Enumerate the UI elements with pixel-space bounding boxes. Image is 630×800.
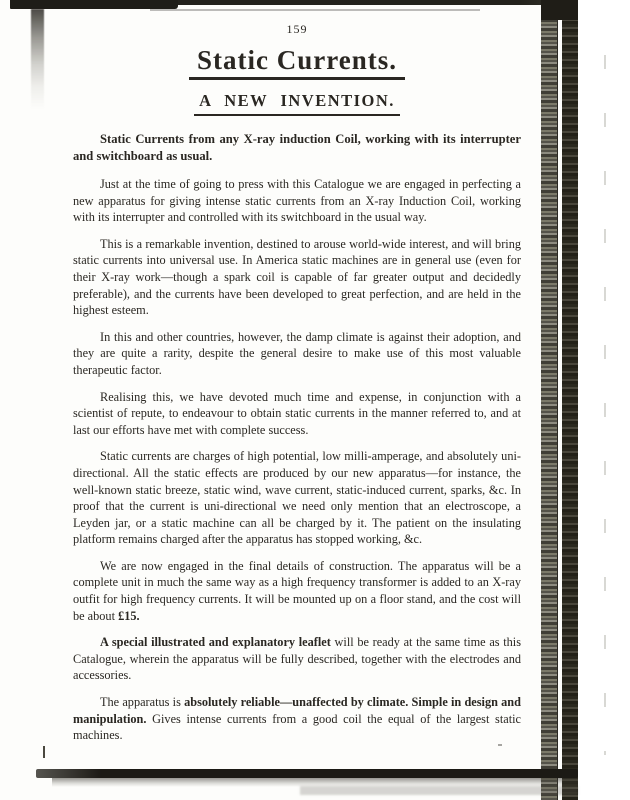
scan-page-edge-corner [541, 0, 578, 20]
scan-top-edge-thick-segment [10, 0, 178, 9]
scan-bottom-edge-smear [300, 786, 578, 795]
document-title: Static Currents. [73, 45, 521, 80]
paragraph-6: We are now engaged in the final details of construction. The apparatus will be a complete unit in much the same way as a high frequency transformer is added to an X-ray outfit for high frequency currents. It will be mounted up on a floor stand, and the cost will be about £15. [73, 558, 521, 623]
scan-bottom-edge-line [36, 769, 578, 778]
paragraph-3: In this and other countries, however, the damp climate is against their adoption, and they are quite a rarity, despite the general desire to make use of this most valuable therapeutic factor. [73, 329, 521, 377]
paragraph-lead: Static Currents from any X-ray induction Coil, working with its interrupter and switchboard as usual. [73, 132, 521, 163]
scan-page-edge-band-inner [562, 0, 578, 800]
document-subtitle: A NEW INVENTION. [73, 91, 521, 116]
paragraph-4: Realising this, we have devoted much time and expense, in conjunction with a scientist of repute, to endeavour to obtain static currents in the manner referred to, and at last our efforts have met with complete success. [73, 389, 521, 437]
paragraph-8: The apparatus is absolutely reliable—unaffected by climate. Simple in design and manipulation. Gives intense currents from a good coil the equal of the largest static machines. [73, 695, 521, 743]
page-content [73, 22, 521, 754]
scan-page-edge-band-outer [541, 6, 558, 800]
paragraph-5: Static currents are charges of high potential, low milli-amperage, and absolutely uni-directional. All the static effects are produced by our new apparatus—for instance, the well-known static breeze, static wind, wave current, static-induced current, sparks, &c. In proof that the current is uni-directional we need only mention that an electroscope, a Leyden jar, or a static machine can all be charged by it. The patient on the insulating platform remains charged after the apparatus has stopped working, &c. [73, 449, 521, 547]
margin-tick-mark [43, 746, 45, 758]
scan-top-edge-faint-line [150, 9, 480, 11]
scan-corner-smudge [31, 9, 44, 109]
next-page-edge-dashes [604, 55, 606, 755]
page-number: 159 [286, 22, 308, 36]
paragraph-2: This is a remarkable invention, destined to arouse world-wide interest, and will bring static currents into universal use. In America static machines are in general use (even for their X-ray work—though a spark coil is capable of far greater output and decidedly preferable), and the currents have been developed to great perfection, and are held in the highest esteem. [73, 236, 521, 318]
paragraph-7: A special illustrated and explanatory leaflet will be ready at the same time as this Catalogue, wherein the apparatus will be fully described, together with the electrodes and accessories. [73, 635, 521, 683]
paragraph-1: Just at the time of going to press with this Catalogue we are engaged in perfecting a new apparatus for giving intense static currents from an X-ray Induction Coil, working with its interrupter and controlled with its switchboard in the usual way. [73, 177, 521, 225]
